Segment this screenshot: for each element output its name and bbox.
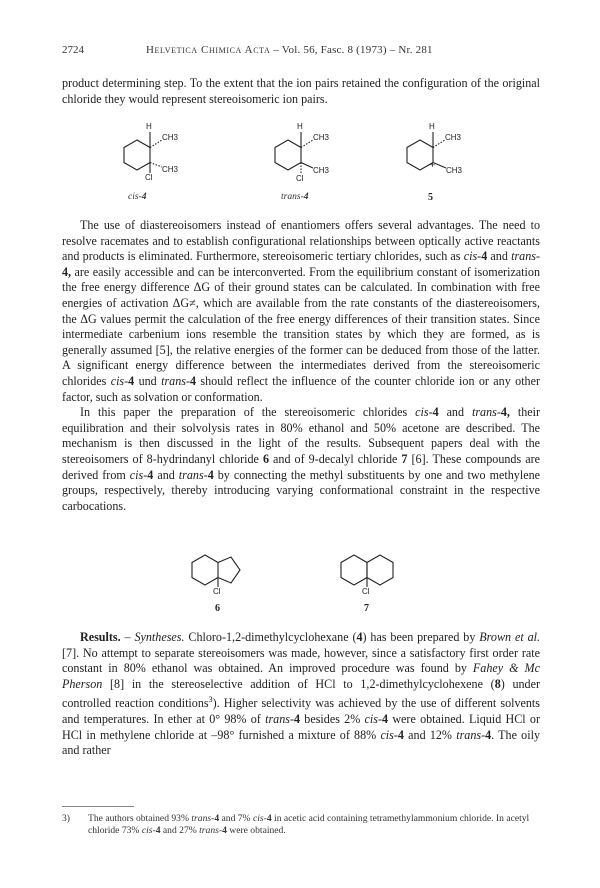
text-segment: and 27% (160, 825, 200, 836)
text-segment: are easily accessible and can be interconverted. From the equilibrium constant of isomerization the free energy difference ΔG of their ground states can be calculated. In combination with free energies of activation ΔG≠, which are available from the rate constants of the diastereoisomers, the ΔG values permit the calculation of the free energy differences of their transition states. Since intermediate carbenium ions resemble the transition states by which they are formed, as is generally assumed [5], the relative energies of the former can be deduced from those of the latter. A significant energy difference between the intermediates derived from the stereoisomeric chlorides (62, 264, 540, 388)
text-segment: 4 (432, 405, 439, 420)
text-segment: ). Higher selectivity was achieved by the use of different solvents and temperatures. In ether at 0° 98% of (62, 696, 541, 726)
text-segment: 4 (147, 467, 154, 482)
cis-4-cl-label: Cl (145, 173, 153, 182)
text-segment: - (393, 727, 398, 742)
text-segment: - (377, 712, 383, 726)
text-segment: and (153, 467, 179, 482)
page-number: 2724 (62, 44, 84, 56)
text-segment: – (120, 630, 135, 644)
text-segment: - (143, 467, 148, 482)
cation-5-plus-charge: + (430, 160, 436, 170)
text-segment: [8] in the stereoselective addition of HCl to 1,2-dimethylcyclohexene ( (102, 676, 495, 691)
trans-4-caption-number: 4 (303, 192, 309, 202)
text-segment: 7 (401, 451, 408, 466)
footnote-marker: 3) (62, 813, 70, 824)
paragraph-advantages (62, 218, 540, 405)
text-segment: ) under controlled reaction conditions (62, 676, 540, 711)
text-segment: - (211, 813, 215, 824)
text-segment: and 7% (219, 813, 253, 824)
text-segment: 4 (190, 373, 197, 388)
text-segment: 4, (500, 405, 510, 420)
text-segment: cis (364, 712, 378, 726)
trans-4-ch3-bottom-label: CH3 (313, 166, 330, 175)
text-segment: - (496, 405, 501, 420)
text-segment: The authors obtained 93% (88, 813, 192, 824)
text-segment: 4 (397, 727, 404, 742)
trans-4-cl-label: Cl (296, 174, 304, 183)
cis-4-ch3-top-label: CH3 (162, 133, 179, 142)
text-segment: trans (191, 813, 212, 824)
body-text-2 (62, 630, 540, 759)
text-segment: - (428, 405, 433, 420)
text-segment: 4 (356, 630, 363, 644)
text-segment: ) has been prepared by (362, 630, 480, 644)
text-segment: were obtained. (226, 825, 286, 836)
text-segment: - (124, 373, 129, 388)
text-segment: cis (129, 467, 144, 482)
text-segment: 4 (207, 467, 214, 482)
text-segment: - (152, 825, 156, 836)
text-segment: - (477, 249, 482, 264)
footnote (62, 806, 540, 837)
text-segment: their equilibration and their solvolysis rates in 80% ethanol and 50% acetone are described. The mechanism is then discussed in the light of the results. Subsequent papers deal with the stereoisomers of 8-hydrindanyl chloride (62, 405, 541, 466)
text-segment: trans (178, 467, 204, 482)
text-segment: and of 9-decalyl chloride (268, 451, 402, 466)
footnote-rule (62, 806, 134, 807)
text-segment: trans (161, 373, 186, 388)
structure-6-caption: 6 (215, 603, 220, 614)
text-segment: besides 2% (300, 712, 365, 726)
trans-4-h-label: H (297, 122, 303, 131)
volume-info: – Vol. 56, Fasc. 8 (1973) – Nr. 281 (270, 44, 433, 56)
cis-4-h-label: H (146, 122, 152, 131)
text-segment: 6 (262, 451, 269, 466)
footnote-3 (62, 813, 540, 837)
text-segment: trans (199, 825, 219, 836)
cis-4-ch3-bottom-label: CH3 (162, 165, 179, 174)
text-segment: [7]. No attempt to separate stereoisomers was made, however, since a satisfactory first order rate constant in 80% ethanol was obtained. An improved procedure was found by (62, 645, 540, 676)
figure-structures-6-7 (0, 543, 600, 618)
text-segment: Chloro-1,2-dimethylcyclohexane ( (184, 630, 357, 644)
text-segment: cis (110, 373, 125, 388)
text-segment: In this paper the preparation of the stereoisomeric chlorides (80, 405, 416, 420)
text-segment: trans (511, 249, 536, 264)
bicyclic-structure-drawings (0, 543, 600, 618)
text-segment: Brown et al. (479, 630, 540, 644)
text-segment: - (185, 373, 191, 388)
text-segment: and (487, 249, 512, 264)
structure-7-caption: 7 (364, 603, 369, 614)
text-segment: 4 (481, 249, 488, 264)
text-segment: and 12% (403, 727, 457, 742)
figure-structures-4-5 (0, 112, 600, 212)
text-segment: [6]. These compounds are derived from (62, 451, 540, 482)
text-segment: - (481, 727, 486, 742)
text-segment: 3 (208, 695, 213, 705)
text-segment: Fahey & Mc Pherson (62, 661, 540, 691)
text-segment: 4, (62, 264, 72, 279)
text-segment: 4 (214, 813, 220, 824)
text-segment: by connecting the methyl substituents by one and two methylene groups, respectively, thereby introducing varying conformational constraint in the respective carbocations. (62, 467, 540, 513)
text-segment: - (289, 712, 294, 726)
cation-5-ch3-bottom-label: CH3 (446, 166, 463, 175)
text-segment: trans (471, 405, 497, 420)
text-segment: 4 (294, 712, 301, 726)
journal-citation (146, 44, 433, 56)
footnote-text (88, 813, 529, 836)
text-segment: - (263, 813, 267, 824)
cis-4-caption-number: 4 (141, 192, 147, 202)
journal-title: Helvetica Chimica Acta (146, 44, 271, 56)
cis-4-caption (128, 192, 146, 202)
intro-paragraph: product determining step. To the extent that the ion pairs retained the configuration of the original chloride they would represent stereoisomeric ion pairs. (62, 76, 540, 106)
structure-6-cl-label: Cl (213, 587, 221, 596)
trans-4-structure (275, 132, 313, 174)
cation-5-h-label: H (429, 122, 435, 131)
text-segment: 4 (128, 373, 135, 388)
hydrindane-6-structure (192, 555, 240, 587)
text-segment: Syntheses. (134, 630, 185, 644)
cis-4-structure (124, 132, 162, 173)
text-segment: und (134, 373, 162, 388)
trans-4-caption (281, 192, 308, 202)
text-segment: trans (456, 727, 482, 742)
trans-4-caption-prefix: trans- (281, 192, 304, 202)
text-segment: cis (463, 249, 478, 264)
text-segment: and (438, 405, 472, 420)
text-segment: cis (415, 405, 429, 420)
text-segment: in acetic acid containing tetramethylammonium chloride. In acetyl chloride 73% (88, 813, 530, 836)
text-segment: 4 (382, 712, 389, 726)
text-segment: - (203, 467, 208, 482)
text-segment: . The oily and rather (62, 727, 540, 758)
body-text-1 (62, 218, 540, 514)
intro-paragraph-block (62, 76, 540, 107)
structure-7-cl-label: Cl (362, 587, 370, 596)
text-segment: cis (141, 825, 153, 836)
text-segment: cis (252, 813, 264, 824)
text-segment: - (535, 249, 540, 264)
cation-5-caption: 5 (428, 192, 433, 203)
text-segment: were obtained. Liquid HCl or HCl in methylene chloride at –98° furnished a mixture of 88% (62, 712, 540, 742)
trans-4-ch3-top-label: CH3 (313, 133, 330, 142)
cis-4-caption-prefix: cis- (128, 192, 142, 202)
text-segment: trans (265, 712, 290, 726)
text-segment: cis (380, 727, 394, 742)
text-segment: 4 (485, 727, 492, 742)
cation-5-structure (407, 132, 446, 170)
text-segment: 8 (494, 676, 501, 691)
text-segment: 4 (155, 825, 161, 836)
text-segment: 4 (222, 825, 227, 836)
text-segment: The use of diastereoisomers instead of enantiomers offers several advantages. The need to resolve racemates and to establish configurational relationships between optically active reactants and products is eliminated. Furthermore, stereoisomeric tertiary chlorides, such as (62, 218, 540, 264)
text-segment: should reflect the influence of the counter chloride ion or any other factor, such as solvation or conformation. (62, 373, 540, 404)
paragraph-scope (62, 405, 540, 514)
cation-5-ch3-top-label: CH3 (445, 133, 462, 142)
decalin-7-structure (341, 555, 393, 587)
text-segment: Results. (80, 630, 121, 644)
paragraph-results (62, 630, 540, 759)
text-segment: 4 (266, 813, 272, 824)
text-segment: - (218, 825, 223, 836)
